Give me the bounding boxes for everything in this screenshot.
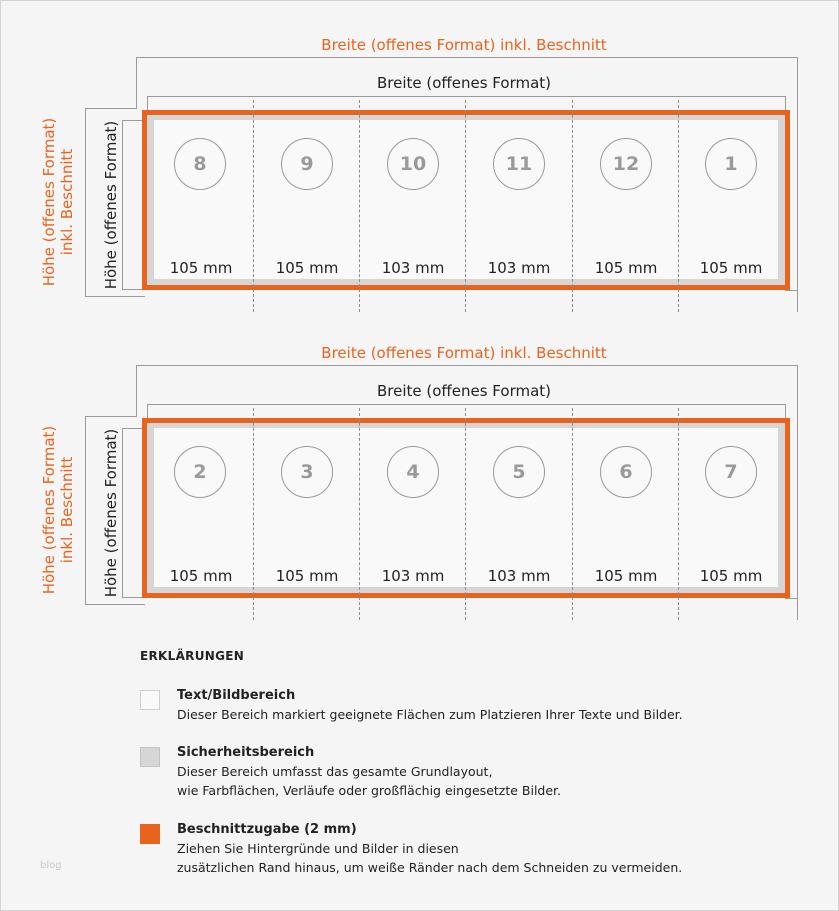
panel-size: 105 mm [169, 259, 233, 277]
panel-size: 105 mm [699, 259, 763, 277]
bleed-crop-right [797, 100, 798, 312]
panel-size: 103 mm [487, 259, 551, 277]
bleed-height-tick-bottom [85, 296, 145, 297]
height-dimension-line [122, 428, 123, 598]
width-tick-right [785, 404, 786, 418]
watermark: blog [40, 860, 62, 871]
legend-description: Dieser Bereich markiert geeignete Flächen zum Platzieren Ihrer Texte und Bilder. [177, 707, 683, 722]
width-tick-right [785, 96, 786, 110]
bleed-height-label-line2: inkl. Beschnitt [58, 148, 76, 256]
bleed-height-tick-top [85, 416, 137, 417]
panel-size: 105 mm [275, 567, 339, 585]
panel-number: 8 [174, 138, 226, 190]
fold-line [465, 100, 466, 312]
bleed-width-tick-left [136, 57, 137, 109]
width-tick-left [147, 404, 148, 418]
bleed-width-label: Breite (offenes Format) inkl. Beschnitt [321, 344, 607, 362]
bleed-height-dimension-line [85, 108, 86, 297]
panel-size: 105 mm [275, 259, 339, 277]
fold-line [572, 100, 573, 312]
width-label: Breite (offenes Format) [376, 382, 552, 400]
bleed-corner-right [785, 598, 797, 599]
bleed-height-tick-bottom [85, 604, 145, 605]
panel-size: 103 mm [381, 259, 445, 277]
legend-description: Dieser Bereich umfasst das gesamte Grundlayout, [177, 764, 493, 779]
bleed-height-label-line2: inkl. Beschnitt [58, 456, 76, 564]
bleed-corner-right [785, 290, 797, 291]
bleed-height-label [40, 118, 76, 287]
legend-description: Ziehen Sie Hintergründe und Bilder in diesen [177, 841, 459, 856]
bleed-width-dimension-line [136, 365, 798, 366]
fold-diagram-2 [0, 308, 839, 618]
legend-description: zusätzlichen Rand hinaus, um weiße Ränder nach dem Schneiden zu vermeiden. [177, 860, 683, 875]
panel-number: 12 [600, 138, 652, 190]
panel-size: 105 mm [594, 567, 658, 585]
bleed-width-tick-left [136, 365, 137, 417]
width-label: Breite (offenes Format) [376, 74, 552, 92]
legend-heading: Sicherheitsbereich [177, 745, 315, 760]
height-dimension-line [122, 120, 123, 290]
bleed-area [142, 418, 790, 598]
panel-number: 11 [493, 138, 545, 190]
legend-text [177, 820, 737, 877]
legend-heading: Text/Bildbereich [177, 688, 296, 703]
fold-line [359, 100, 360, 312]
bleed-height-label-line1: Höhe (offenes Format) [40, 117, 58, 287]
panel-size: 105 mm [594, 259, 658, 277]
panel-size: 103 mm [381, 567, 445, 585]
legend-text [177, 743, 737, 800]
fold-line [678, 408, 679, 620]
fold-line [572, 408, 573, 620]
width-dimension-line [147, 404, 785, 405]
safe-area-swatch [140, 747, 160, 767]
fold-line [678, 100, 679, 312]
bleed-width-label: Breite (offenes Format) inkl. Beschnitt [321, 36, 607, 54]
bleed-width-dimension-line [136, 57, 798, 58]
fold-diagram-1 [0, 0, 839, 310]
bleed-area [142, 110, 790, 290]
fold-line [253, 408, 254, 620]
panel-number: 7 [705, 446, 757, 498]
panel-number: 5 [493, 446, 545, 498]
height-label: Höhe (offenes Format) [102, 120, 120, 290]
panel-number: 9 [281, 138, 333, 190]
panel-size: 105 mm [699, 567, 763, 585]
legend-title: ERKLÄRUNGEN [140, 649, 245, 663]
fold-line [253, 100, 254, 312]
bleed-height-label [40, 426, 76, 595]
bleed-crop-right [797, 408, 798, 620]
panel-number: 6 [600, 446, 652, 498]
legend-description: wie Farbflächen, Verläufe oder großflächig eingesetzte Bilder. [177, 783, 562, 798]
panel-size: 105 mm [169, 567, 233, 585]
bleed-height-label-line1: Höhe (offenes Format) [40, 425, 58, 595]
bleed-height-dimension-line [85, 416, 86, 605]
panel-number: 4 [387, 446, 439, 498]
text-area-swatch [140, 690, 160, 710]
width-dimension-line [147, 96, 785, 97]
bleed-swatch [140, 824, 160, 844]
panel-number: 3 [281, 446, 333, 498]
height-label: Höhe (offenes Format) [102, 428, 120, 598]
panel-number: 2 [174, 446, 226, 498]
legend-heading: Beschnittzugabe (2 mm) [177, 822, 357, 837]
bleed-height-tick-top [85, 108, 137, 109]
legend-text [177, 686, 737, 724]
fold-line [465, 408, 466, 620]
panel-number: 1 [705, 138, 757, 190]
width-tick-left [147, 96, 148, 110]
panel-size: 103 mm [487, 567, 551, 585]
fold-line [359, 408, 360, 620]
panel-number: 10 [387, 138, 439, 190]
